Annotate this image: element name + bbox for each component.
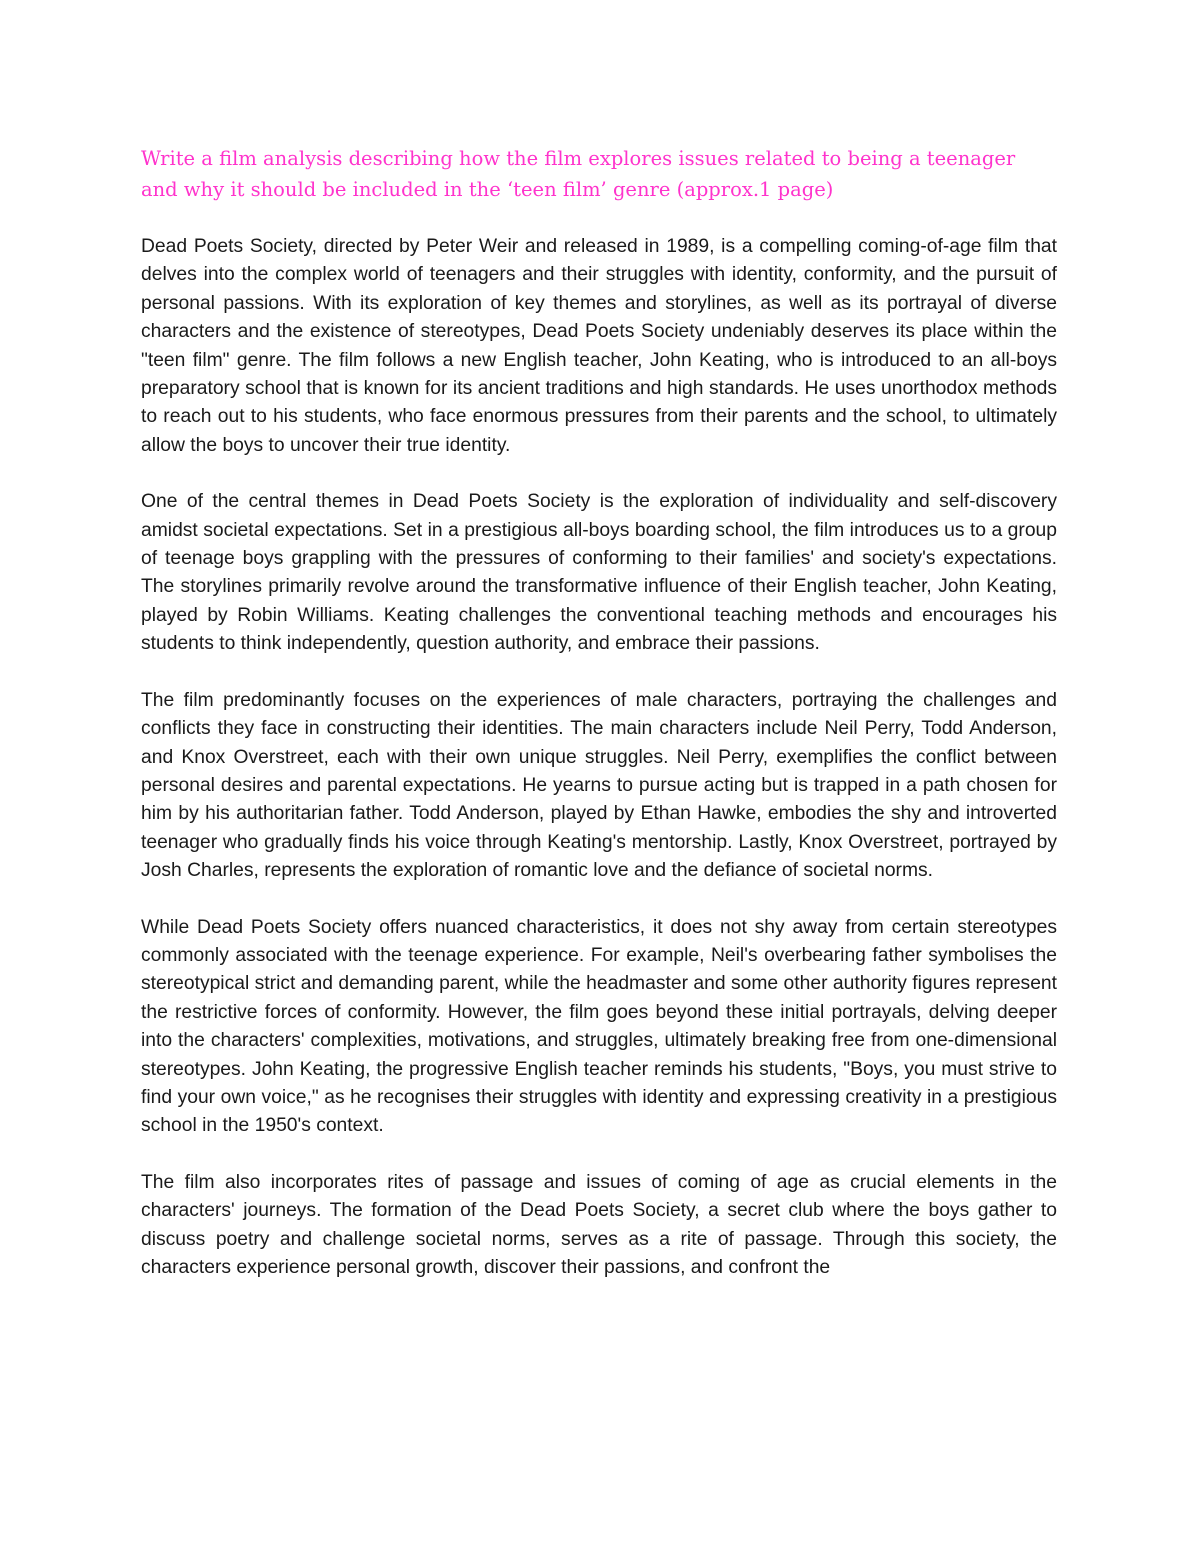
paragraph-stereotypes: While Dead Poets Society offers nuanced characteristics, it does not shy away from certain stereotypes commonly associated with the teenage experience. For example, Neil's overbearing father symbolises the stereotypical strict and demanding parent, while the headmaster and some other authority figures represent the restrictive forces of conformity. However, the film goes beyond these initial portrayals, delving deeper into the characters' complexities, motivations, and struggles, ultimately breaking free from one-dimensional stereotypes. John Keating, the progressive English teacher reminds his students, "Boys, you must strive to find your own voice," as he recognises their struggles with identity and expressing creativity in a prestigious school in the 1950's context. bbox=[141, 916, 1057, 1137]
paragraph-characters: The film predominantly focuses on the experiences of male characters, portraying the challenges and conflicts they face in constructing their identities. The main characters include Neil Perry, Todd Anderson, and Knox Overstreet, each with their own unique struggles. Neil Perry, exemplifies the conflict between personal desires and parental expectations. He yearns to pursue acting but is trapped in a path chosen for him by his authoritarian father. Todd Anderson, played by Ethan Hawke, embodies the shy and introverted teenager who gradually finds his voice through Keating's mentorship. Lastly, Knox Overstreet, portrayed by Josh Charles, represents the exploration of romantic love and the defiance of societal norms. bbox=[141, 689, 1057, 882]
paragraph-rites-of-passage: The film also incorporates rites of passage and issues of coming of age as crucial elements in the characters' journeys. The formation of the Dead Poets Society, a secret club where the boys gather to discuss poetry and challenge societal norms, serves as a rite of passage. Through this society, the characters experience personal growth, discover their passions, and confront the bbox=[141, 1171, 1057, 1278]
paragraph-central-themes: One of the central themes in Dead Poets Society is the exploration of individuality and self-discovery amidst societal expectations. Set in a prestigious all-boys boarding school, the film introduces us to a group of teenage boys grappling with the pressures of conforming to their families' and society's expectations. The storylines primarily revolve around the transformative influence of their English teacher, John Keating, played by Robin Williams. Keating challenges the conventional teaching methods and encourages his students to think independently, question authority, and embrace their passions. bbox=[141, 491, 1057, 655]
assignment-prompt: Write a film analysis describing how the film explores issues related to being a teenager and why it should be included in the ‘teen film’ genre (approx.1 page) bbox=[141, 147, 1016, 201]
paragraph-introduction: Dead Poets Society, directed by Peter Weir and released in 1989, is a compelling coming-of-age film that delves into the complex world of teenagers and their struggles with identity, conformity, and the pursuit of personal passions. With its exploration of key themes and storylines, as well as its portrayal of diverse characters and the existence of stereotypes, Dead Poets Society undeniably deserves its place within the "teen film" genre. The film follows a new English teacher, John Keating, who is introduced to an all-boys preparatory school that is known for its ancient traditions and high standards. He uses unorthodox methods to reach out to his students, who face enormous pressures from their parents and the school, to ultimately allow the boys to uncover their true identity. bbox=[141, 236, 1057, 456]
document-content bbox=[141, 143, 1057, 1310]
